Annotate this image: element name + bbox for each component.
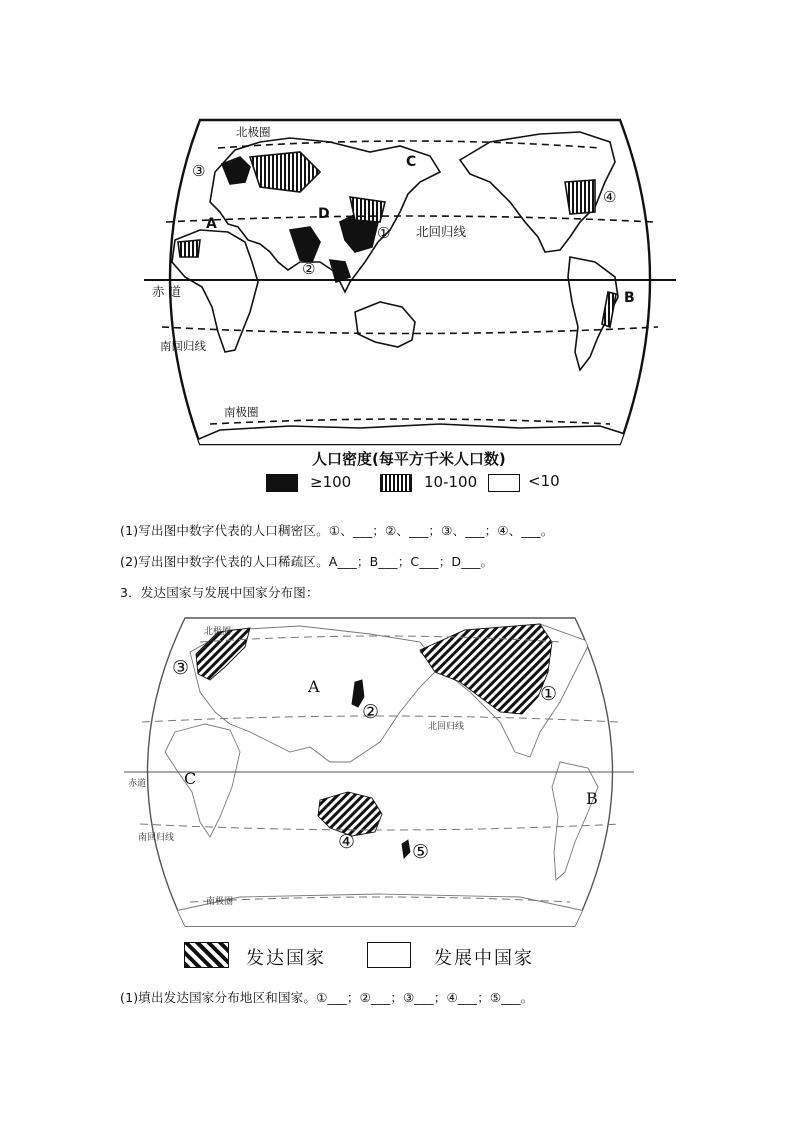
marker-4: ④: [603, 188, 617, 206]
map2-label-tropic-capricorn: 南回归线: [138, 833, 175, 843]
map2-label-tropic-cancer: 北回归线: [428, 722, 465, 732]
letter-d: D: [318, 206, 330, 222]
legend-label-high: ≥100: [310, 473, 352, 491]
developed-countries-map: [120, 612, 638, 932]
question-3-1: (1)填出发达国家分布地区和国家。①___；②___；③___；④___；⑤___。: [120, 990, 534, 1005]
density-legend-title: 人口密度(每平方千米人口数): [312, 450, 506, 468]
map2-marker-2: ②: [362, 701, 380, 723]
label-tropic-cancer: 北回归线: [416, 224, 467, 239]
marker-1: ①: [377, 224, 391, 242]
question-1-2: (2)写出图中数字代表的人口稀疏区。A___；B___；C___；D___。: [120, 554, 494, 569]
legend2-swatch-developed: [184, 942, 229, 968]
population-density-map: [140, 112, 680, 457]
map2-label-antarctic-circle: 南极圈: [206, 897, 234, 907]
legend-swatch-medium: [380, 474, 412, 492]
legend-label-medium: 10-100: [424, 473, 478, 491]
section-3-title: 3．发达国家与发展中国家分布图：: [120, 585, 319, 600]
map2-marker-5: ⑤: [412, 841, 430, 863]
legend-label-low: <10: [528, 472, 560, 490]
legend2-label-developed: 发达国家: [246, 948, 326, 969]
medium-china: [350, 197, 385, 222]
map2-letter-c: C: [184, 769, 197, 788]
map2-label-equator: 赤道: [128, 779, 147, 789]
letter-a: A: [206, 216, 217, 232]
map2-marker-4: ④: [338, 831, 356, 853]
question-1-1: (1)写出图中数字代表的人口稠密区。①、___；②、___；③、___；④、___。: [120, 523, 554, 538]
legend2-swatch-developing: [367, 942, 411, 968]
legend2-label-developing: 发展中国家: [434, 948, 534, 969]
marker-3: ③: [192, 162, 206, 180]
marker-2: ②: [302, 260, 316, 278]
map2-label-arctic-circle: 北极圈: [204, 627, 232, 637]
label-equator: 赤 道: [152, 284, 181, 299]
label-antarctic-circle: 南极圈: [224, 405, 259, 419]
medium-west-africa: [178, 240, 200, 257]
letter-c: C: [406, 154, 417, 170]
map2-marker-1: ①: [540, 683, 558, 705]
label-arctic-circle: 北极圈: [236, 125, 271, 139]
map2-letter-a: A: [308, 677, 320, 696]
medium-east-us: [565, 180, 595, 214]
letter-b: B: [624, 290, 635, 306]
legend-swatch-high: [266, 474, 298, 492]
map2-marker-3: ③: [172, 657, 190, 679]
legend-swatch-low: [488, 474, 520, 492]
label-tropic-capricorn: 南回归线: [160, 339, 206, 353]
map2-letter-b: B: [586, 789, 598, 808]
